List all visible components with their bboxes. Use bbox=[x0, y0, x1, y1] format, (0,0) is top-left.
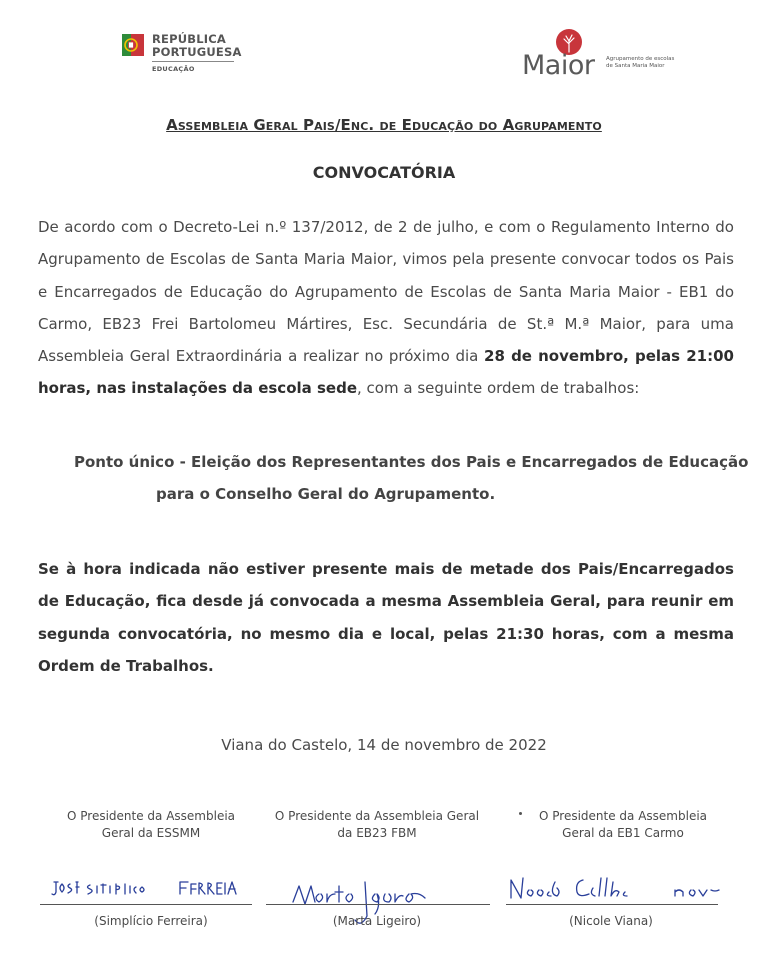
signature-role-2-line2: da EB23 FBM bbox=[337, 826, 417, 840]
signature-scribble-1 bbox=[50, 876, 250, 906]
intro-end: , com a seguinte ordem de trabalhos: bbox=[357, 379, 640, 398]
signature-role-3-line2: Geral da EB1 Carmo bbox=[562, 826, 684, 840]
santa-maria-maior-logo bbox=[522, 28, 675, 84]
signature-line-2 bbox=[266, 904, 490, 905]
intro-paragraph bbox=[38, 211, 734, 405]
second-call-paragraph: Se à hora indicada não estiver presente mais de metade dos Pais/Encarregados de Educação, fica desde já convocada a mesma Assembleia Geral, para reunir em segunda convocatória, no mesmo dia e local, pelas 21:30 horas, com a mesma Ordem de Trabalhos. bbox=[38, 560, 734, 675]
signature-line-3 bbox=[506, 904, 718, 905]
signature-name-2: (Marta Ligeiro) bbox=[332, 914, 422, 928]
gov-logo-sub: EDUCAÇÃO bbox=[152, 65, 195, 73]
meeting-details: 28 de novembro, pelas 21:00 horas, nas instalações da escola sede bbox=[38, 347, 734, 398]
signature-role-3 bbox=[508, 808, 738, 842]
signature-line-1 bbox=[40, 904, 252, 905]
document-subtitle: CONVOCATÓRIA bbox=[312, 163, 456, 182]
signature-role-3-line1: O Presidente da Assembleia bbox=[538, 809, 708, 823]
signature-role-2 bbox=[262, 808, 492, 842]
portugal-emblem-icon bbox=[122, 30, 144, 60]
republica-portuguesa-logo bbox=[122, 30, 242, 76]
school-logo-tagline: Agrupamento de escolas de Santa Maria Maior bbox=[606, 56, 675, 69]
gov-logo-divider bbox=[152, 61, 234, 62]
school-logo-word: Maior bbox=[522, 50, 595, 81]
signature-role-1-line2: Geral da ESSMM bbox=[101, 826, 201, 840]
signature-name-1: (Simplício Ferreira) bbox=[94, 914, 208, 928]
signature-role-1-line1: O Presidente da Assembleia bbox=[66, 809, 236, 823]
place-date: Viana do Castelo, 14 de novembro de 2022 bbox=[221, 736, 547, 754]
agenda-line-2: para o Conselho Geral do Agrupamento. bbox=[156, 485, 496, 503]
signature-scribble-3 bbox=[505, 872, 735, 906]
signature-role-2-line1: O Presidente da Assembleia Geral bbox=[274, 809, 480, 823]
document-title: Assembleia Geral Pais/Enc. de Educação do Agrupamento bbox=[166, 116, 602, 134]
gov-logo-line1: REPÚBLICA bbox=[152, 32, 226, 46]
gov-logo-line2: PORTUGUESA bbox=[152, 45, 242, 59]
agenda-line-1: Ponto único - Eleição dos Representantes dos Pais e Encarregados de Educação bbox=[74, 453, 749, 471]
signature-name-3: (Nicole Viana) bbox=[569, 914, 653, 928]
signature-role-1 bbox=[36, 808, 266, 842]
intro-text: De acordo com o Decreto-Lei n.º 137/2012, de 2 de julho, e com o Regulamento Interno do Agrupamento de Escolas de Santa Maria Maior, vimos pela presente convocar todos os Pais e Encarregados de Educação do Agrupamento de Escolas de Santa Maria Maior - EB1 do Carmo, EB23 Frei Bartolomeu Mártires, Esc. Secundária de St.ª M.ª Maior, para uma Assembleia Geral Extraordinária a realizar no próximo dia bbox=[38, 218, 734, 366]
